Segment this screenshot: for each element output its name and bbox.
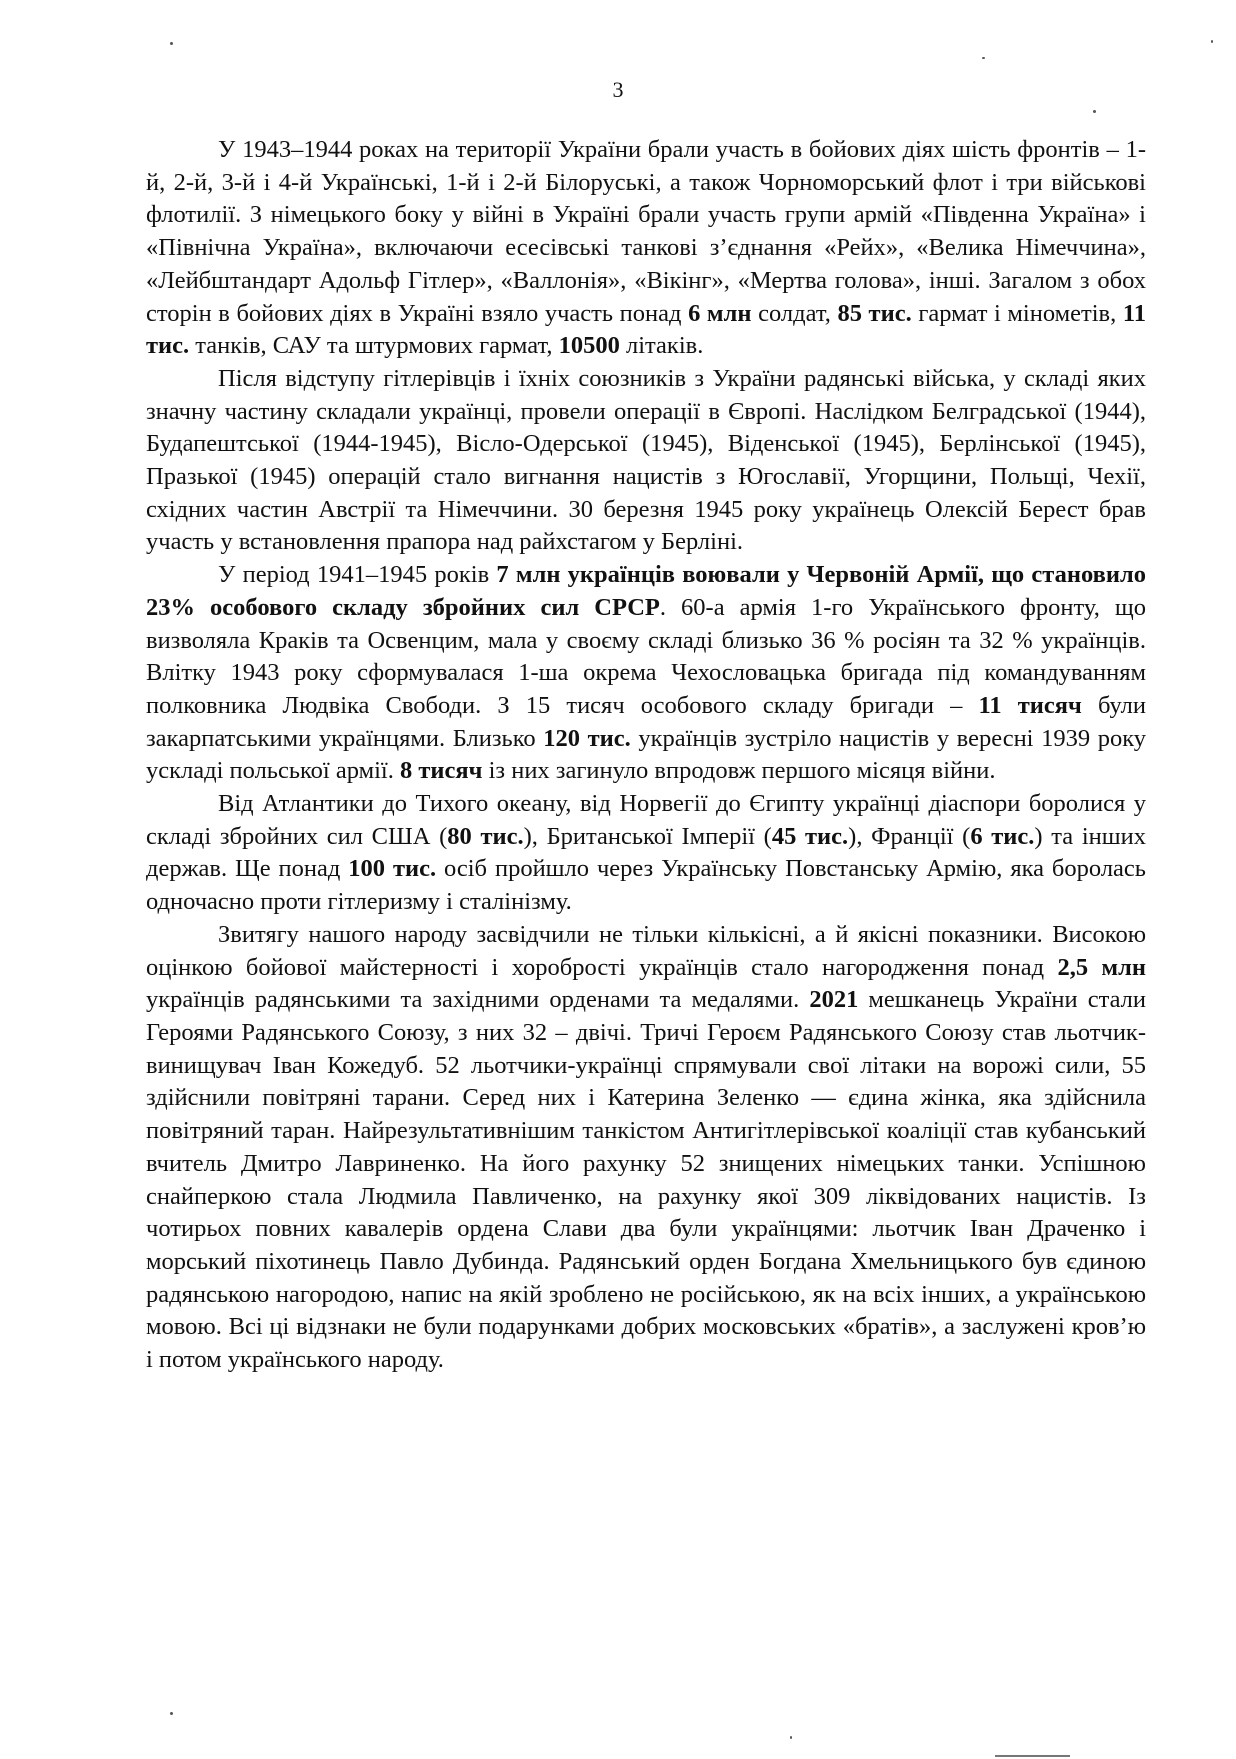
text-run: українців радянськими та західними орденами та медалями. <box>146 986 810 1014</box>
text-run: ) та інших держав. Ще понад <box>146 822 1146 883</box>
text-run: Від Атлантики до Тихого океану, від Норвегії до Єгипту українці діаспори боролися у складі збройних сил США ( <box>146 790 1146 850</box>
text-run: Звитягу нашого народу засвідчили не тільки кількісні, а й якісні показники. Високою оцінкою бойової майстерності і хоробрості українців стало нагородження понад <box>146 920 1146 981</box>
scan-speck <box>170 42 173 45</box>
bold-text: 10500 <box>558 332 620 360</box>
text-run: осіб пройшло через Українську Повстанську Армію, яка боролась одночасно проти гітлеризму і сталінізму. <box>146 855 1146 916</box>
scan-speck <box>790 1736 792 1739</box>
bold-text: 7 млн українців воювали у Червоній Армії, що становило 23% особового складу збройних сил СРСР <box>146 561 1146 621</box>
text-run: із них загинуло впродовж першого місяця війни. <box>482 757 996 785</box>
paragraph <box>146 134 1146 363</box>
bold-text: 6 млн <box>688 299 752 327</box>
text-run: . 60-а армія 1-го Українського фронту, що визволяла Краків та Освенцим, мала у своєму складі близько 36 % росіян та 32 % українців. Влітку 1943 року сформувалася 1-ша окрема Чехословацька бригада під командуванням полковника Людвіка Свободи. З 15 тисяч особового складу бригади – <box>146 593 1147 719</box>
bold-text: 120 тис. <box>543 724 631 752</box>
bold-text: 11 тис. <box>146 299 1146 360</box>
text-run: танків, САУ та штурмових гармат, <box>189 332 559 360</box>
text-run: були закарпатськими українцями. Близько <box>146 691 1147 752</box>
bold-text: 6 тис. <box>970 822 1035 850</box>
text-run: літаків. <box>619 332 704 360</box>
text-run: У період 1941–1945 років <box>218 561 497 589</box>
scan-speck <box>1093 110 1096 113</box>
text-run: мешканець України стали Героями Радянського Союзу, з них 32 – двічі. Тричі Героєм Радянського Союзу став льотчик-винищувач Іван Кожедуб. 52 льотчики-українці спрямували свої літаки на ворожі сили, 55 здійснили повітряні тарани. Серед них і Катерина Зеленко — єдина жінка, яка здійснила повітряний таран. Найрезультативнішим танкістом Антигітлерівської коаліції став кубанський вчитель Дмитро Лавриненко. На його рахунку 52 знищених німецьких танки. Успішною снайперкою стала Людмила Павличенко, на рахунку якої 309 ліквідованих нацистів. Із чотирьох повних кавалерів ордена Слави два були українцями: льотчик Іван Драченко і морський піхотинець Павло Дубинда. Радянський орден Богдана Хмельницького був єдиною радянською нагородою, напис на якій зроблено не російською, як на всіх інших, а українською мовою. Всі ці відзнаки не були подарунками добрих московських «братів», а заслужені кров’ю і потом українського народу. <box>146 986 1147 1374</box>
scan-speck <box>982 57 985 59</box>
paragraph <box>146 919 1146 1377</box>
scan-speck <box>170 1712 173 1715</box>
bold-text: 2021 <box>809 986 859 1014</box>
text-run: Після відступу гітлерівців і їхніх союзників з України радянські війська, у складі яких значну частину складали українці, провели операції в Європі. Наслідком Белградської (1944), Будапештської (1944-1945), Вісло-Одерської (1945), Віденської (1945), Берлінської (1945), Празької (1945) операцій стало вигнання нацистів з Югославії, Угорщини, Польщі, Чехії, східних частин Австрії та Німеччини. 30 березня 1945 року українець Олексій Берест брав участь у встановлення прапора над райхстагом у Берліні. <box>146 364 1146 556</box>
paragraph <box>146 788 1146 919</box>
bold-text: 80 тис. <box>447 822 524 850</box>
paragraph <box>146 559 1146 788</box>
bold-text: 85 тис. <box>837 299 912 327</box>
text-run: У 1943–1944 роках на території України брали участь в бойових діях шість фронтів – 1-й, 2-й, 3-й і 4-й Українські, 1-й і 2-й Білоруські, а також Чорноморський флот і три військові флотилії. З німецького боку у війні в Україні брали участь групи армій «Південна Україна» і «Північна Україна», включаючи есесівські танкові з’єднання «Рейх», «Велика Німеччина», «Лейбштандарт Адольф Гітлер», «Валлонія», «Вікінг», «Мертва голова», інші. Загалом з обох сторін в бойових діях в Україні взяло участь понад <box>146 136 1146 327</box>
text-run: ), Франції ( <box>848 822 971 850</box>
scan-speck <box>1211 40 1213 43</box>
text-run: гармат і мінометів, <box>911 299 1123 327</box>
paragraph <box>146 363 1146 559</box>
bold-text: 11 тисяч <box>978 691 1082 719</box>
bold-text: 100 тис. <box>348 855 437 883</box>
document-body <box>146 134 1146 1377</box>
bold-text: 45 тис. <box>771 822 849 850</box>
text-run: солдат, <box>751 299 838 327</box>
text-run: українців зустріло нацистів у вересні 1939 року ускладі польської армії. <box>146 724 1147 785</box>
bold-text: 8 тисяч <box>399 757 483 785</box>
page-number: 3 <box>612 77 624 102</box>
bold-text: 2,5 млн <box>1057 953 1146 981</box>
scan-edge-mark <box>995 1755 1070 1757</box>
text-run: ), Британської Імперії ( <box>523 822 772 850</box>
